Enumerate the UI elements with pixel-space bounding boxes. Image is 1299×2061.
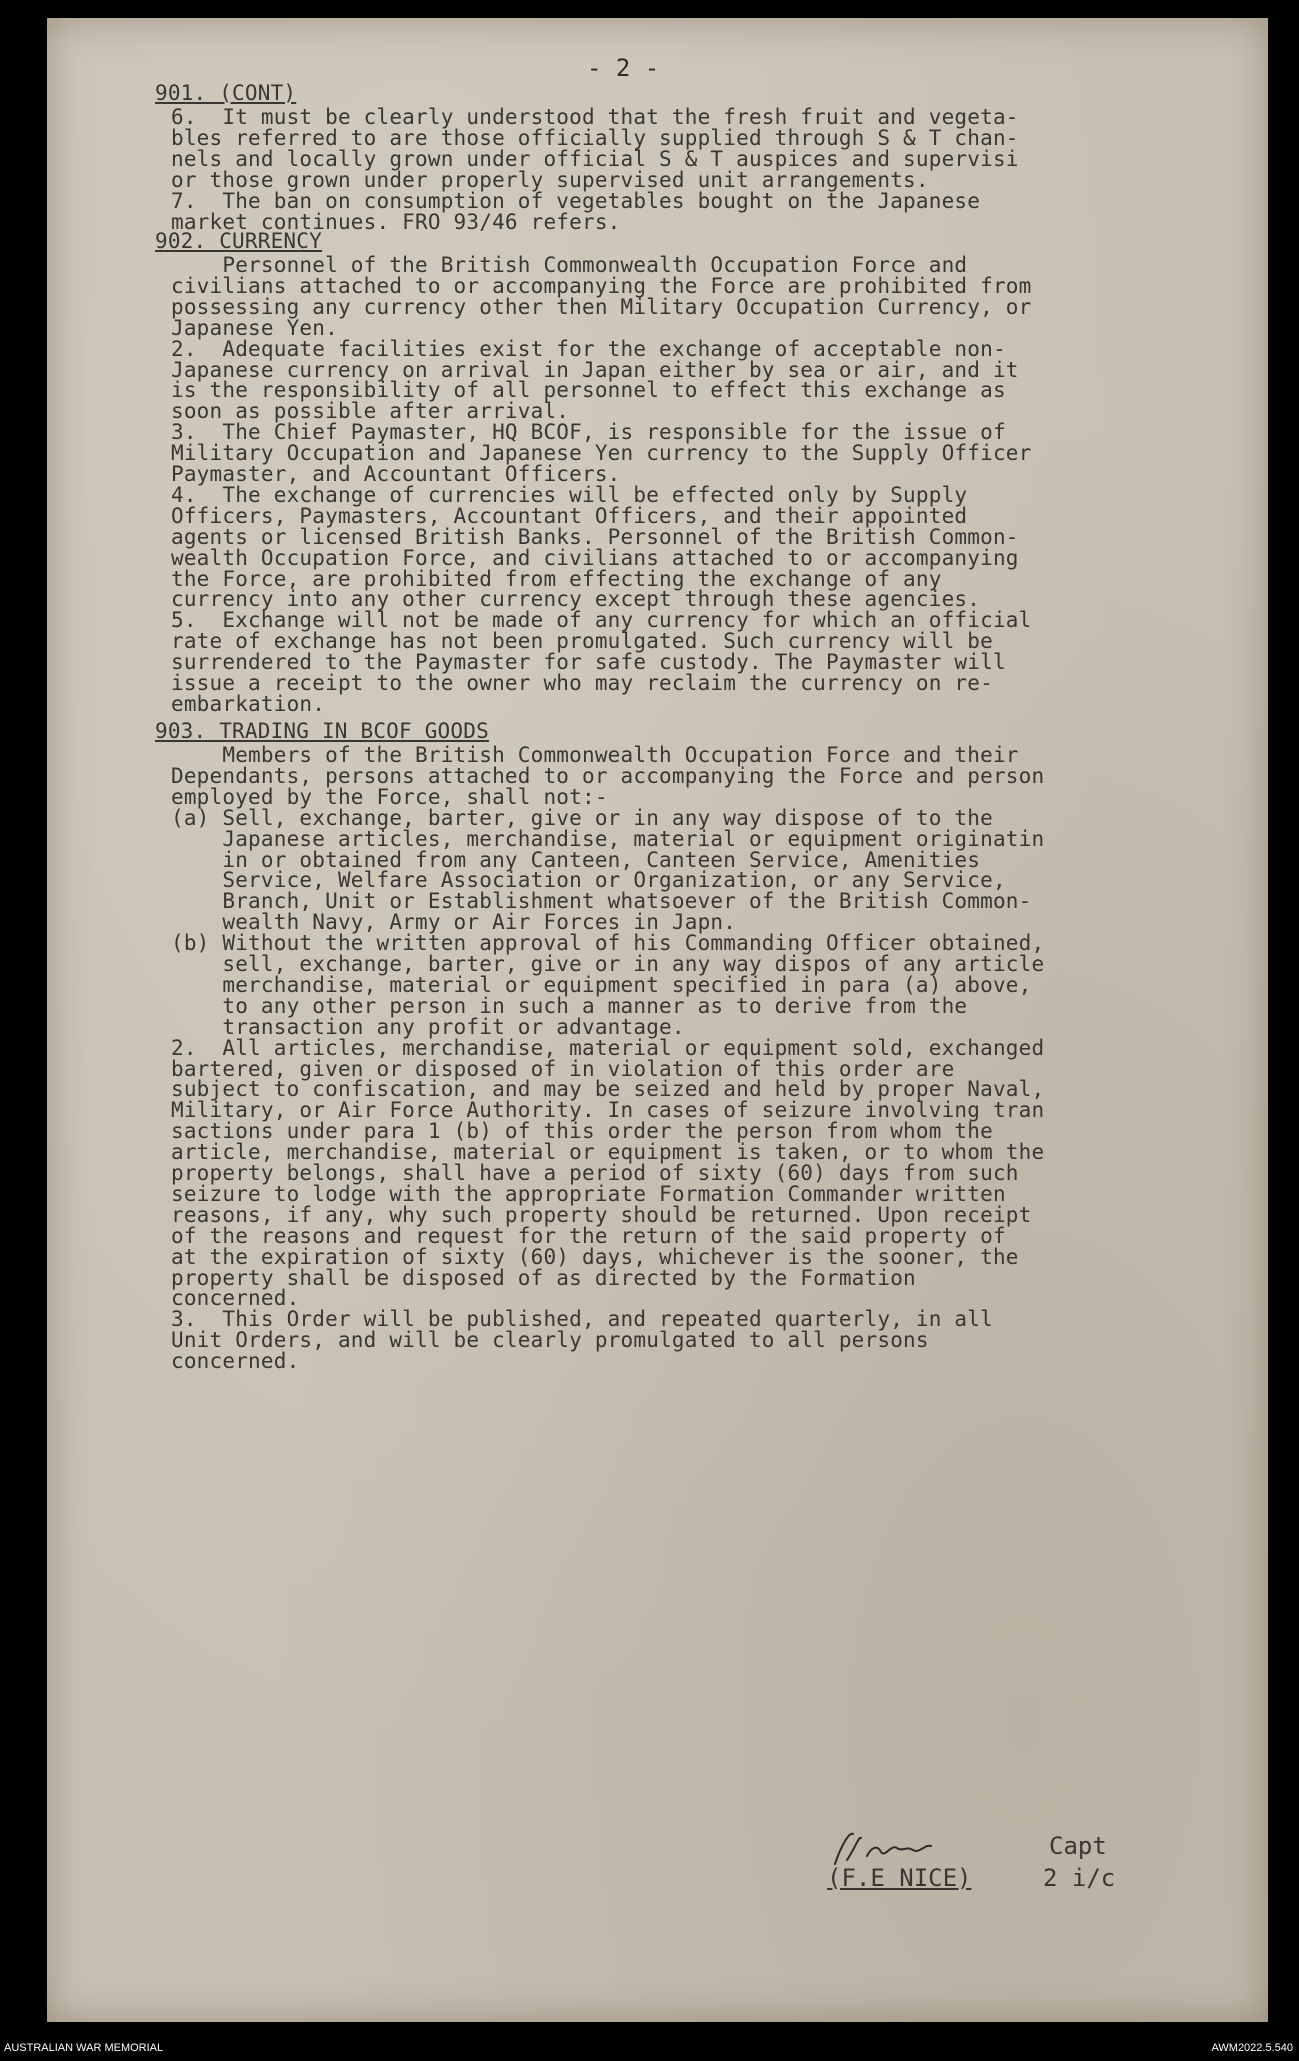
body-text-line: wealth Occupation Force, and civilians attached to or accompanying xyxy=(171,545,1019,570)
body-text-line: Military, or Air Force Authority. In cases of seizure involving tran xyxy=(171,1098,1045,1123)
body-text-line: concerned. xyxy=(171,1349,300,1374)
signatory-name: (F.E NICE) xyxy=(827,1864,972,1892)
body-text-line: or those grown under properly supervised unit arrangements. xyxy=(171,167,929,192)
body-text-line: market continues. FRO 93/46 refers. xyxy=(171,209,621,234)
body-text-line: Service, Welfare Association or Organization, or any Service, xyxy=(171,868,1006,893)
body-text-line: is the responsibility of all personnel to effect this exchange as xyxy=(171,378,1006,403)
body-text-line: subject to confiscation, and may be seized and held by proper Naval, xyxy=(171,1077,1045,1102)
body-text-line: at the expiration of sixty (60) days, whichever is the sooner, the xyxy=(171,1244,1019,1269)
body-text-line: rate of exchange has not been promulgated. Such currency will be xyxy=(171,629,993,654)
body-text-line: wealth Navy, Army or Air Forces in Japn. xyxy=(171,910,737,935)
body-text-line: reasons, if any, why such property should be returned. Upon receipt xyxy=(171,1202,1032,1227)
body-text-line: article, merchandise, material or equipment is taken, or to whom the xyxy=(171,1140,1045,1165)
body-text-line: 2. All articles, merchandise, material or equipment sold, exchanged xyxy=(171,1035,1045,1060)
body-text-line: Dependants, persons attached to or accompanying the Force and person xyxy=(171,763,1045,788)
body-text-line: Military Occupation and Japanese Yen currency to the Supply Officer xyxy=(171,441,1032,466)
page-number: - 2 - xyxy=(587,54,660,82)
section-heading: 901. (CONT) xyxy=(155,81,297,105)
body-text-line: concerned. xyxy=(171,1286,300,1311)
body-text-line: Personnel of the British Commonwealth Occupation Force and xyxy=(171,253,968,277)
section-heading: 903. TRADING IN BCOF GOODS xyxy=(155,719,489,743)
body-text-line: 3. The Chief Paymaster, HQ BCOF, is responsible for the issue of xyxy=(171,420,1006,445)
body-text-line: civilians attached to or accompanying the Force are prohibited from xyxy=(171,273,1032,298)
body-text-line: Japanese articles, merchandise, material or equipment originatin xyxy=(171,826,1045,851)
body-text-line: the Force, are prohibited from effecting the exchange of any xyxy=(171,566,942,591)
archive-reference: AWM2022.5.540 xyxy=(1211,2042,1293,2054)
body-text-line: property shall be disposed of as directed by the Formation xyxy=(171,1265,916,1290)
body-text-line: sactions under para 1 (b) of this order the person from whom the xyxy=(171,1119,993,1144)
body-text-line: Branch, Unit or Establishment whatsoever of the British Common- xyxy=(171,889,1032,914)
body-text-line: (b) Without the written approval of his Commanding Officer obtained, xyxy=(171,931,1045,956)
body-text-line: agents or licensed British Banks. Personnel of the British Common- xyxy=(171,524,1019,549)
body-text-line: Officers, Paymasters, Accountant Officers, and their appointed xyxy=(171,503,968,528)
body-text-line: transaction any profit or advantage. xyxy=(171,1014,685,1039)
section-heading: 902. CURRENCY xyxy=(155,229,322,253)
document-page xyxy=(47,18,1268,2022)
body-text-line: currency into any other currency except through these agencies. xyxy=(171,587,981,612)
body-text-line: seizure to lodge with the appropriate Formation Commander written xyxy=(171,1181,1006,1206)
body-text-line: nels and locally grown under official S & T auspices and supervisi xyxy=(171,146,1019,171)
body-text-line: to any other person in such a manner as to derive from the xyxy=(171,993,968,1018)
body-text-line: Unit Orders, and will be clearly promulgated to all persons xyxy=(171,1328,929,1353)
body-text-line: 6. It must be clearly understood that the fresh fruit and vegeta- xyxy=(171,105,1019,129)
body-text-line: 4. The exchange of currencies will be effected only by Supply xyxy=(171,482,968,507)
body-text-line: soon as possible after arrival. xyxy=(171,399,570,424)
body-text-line: merchandise, material or equipment specified in para (a) above, xyxy=(171,972,1032,997)
body-text-line: possessing any currency other then Military Occupation Currency, or xyxy=(171,294,1032,319)
body-text-line: Paymaster, and Accountant Officers. xyxy=(171,462,621,486)
body-text-line: Members of the British Commonwealth Occupation Force and their xyxy=(171,743,1019,767)
body-text-line: of the reasons and request for the return of the said property of xyxy=(171,1223,1006,1248)
body-text-line: 2. Adequate facilities exist for the exchange of acceptable non- xyxy=(171,336,1006,361)
body-text-line: Japanese Yen. xyxy=(171,315,338,340)
body-text-line: 5. Exchange will not be made of any currency for which an official xyxy=(171,608,1032,633)
body-text-line: employed by the Force, shall not:- xyxy=(171,784,608,809)
body-text-line: Japanese currency on arrival in Japan either by sea or air, and it xyxy=(171,357,1019,382)
body-text-line: 3. This Order will be published, and repeated quarterly, in all xyxy=(171,1307,993,1332)
body-text-line: surrendered to the Paymaster for safe custody. The Paymaster will xyxy=(171,650,1006,675)
body-text-line: sell, exchange, barter, give or in any way dispos of any article xyxy=(171,952,1045,976)
body-text-line: 7. The ban on consumption of vegetables bought on the Japanese xyxy=(171,188,981,213)
body-text-line: in or obtained from any Canteen, Canteen Service, Amenities xyxy=(171,847,981,872)
body-text-line: property belongs, shall have a period of sixty (60) days from such xyxy=(171,1161,1019,1185)
signatory-rank: Capt xyxy=(1049,1832,1107,1860)
body-text-line: bartered, given or disposed of in violation of this order are xyxy=(171,1056,955,1081)
body-text-line: embarkation. xyxy=(171,691,326,716)
signatory-appointment: 2 i/c xyxy=(1043,1864,1116,1892)
body-text-line: (a) Sell, exchange, barter, give or in any way dispose of to the xyxy=(171,805,993,830)
signature-block xyxy=(827,1826,1127,1906)
body-text-line: issue a receipt to the owner who may reclaim the currency on re- xyxy=(171,671,993,695)
body-text-line: bles referred to are those officially supplied through S & T chan- xyxy=(171,125,1019,150)
archive-credit: AUSTRALIAN WAR MEMORIAL xyxy=(4,2042,164,2054)
